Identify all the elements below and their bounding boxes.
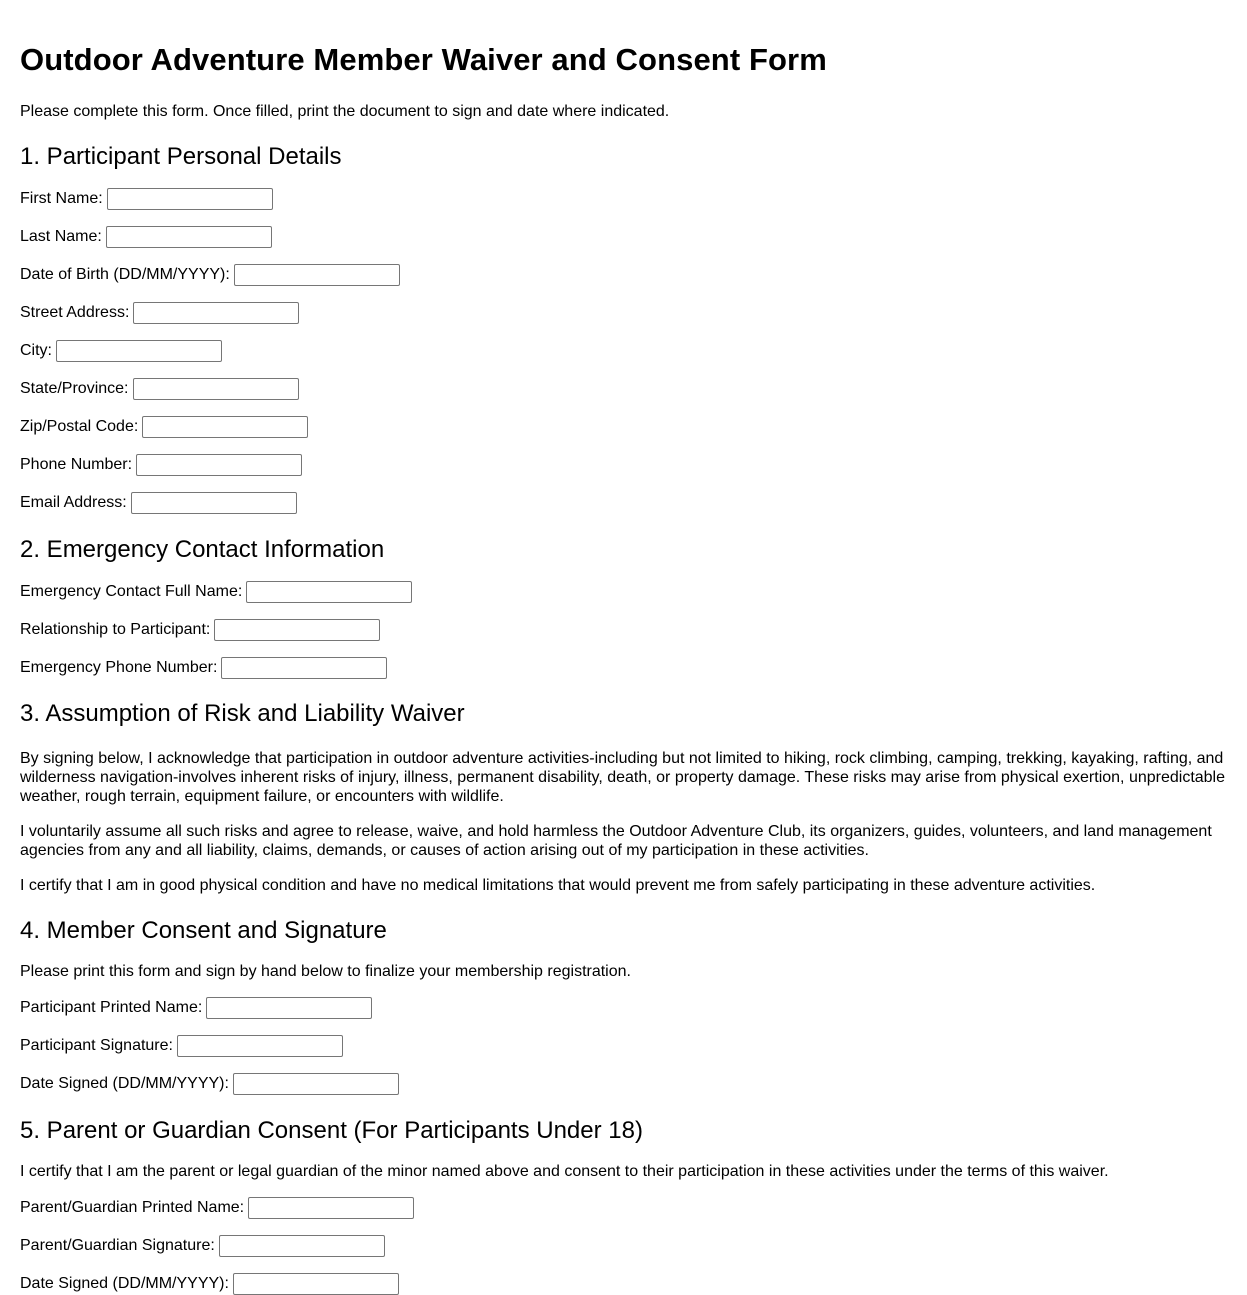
last-name-label: Last Name: <box>20 228 102 245</box>
field-row-street <box>20 302 1227 324</box>
section-heading-waiver: 3. Assumption of Risk and Liability Waiver <box>20 700 465 727</box>
field-row-emergency-name <box>20 581 1227 603</box>
emergency-contact-name-input[interactable] <box>246 581 412 603</box>
phone-number-label: Phone Number: <box>20 456 133 473</box>
field-row-phone <box>20 454 1227 476</box>
field-row-state <box>20 378 1227 400</box>
street-address-label: Street Address: <box>20 304 130 321</box>
participant-printed-name-input[interactable] <box>206 997 372 1019</box>
zip-postal-label: Zip/Postal Code: <box>20 418 139 435</box>
state-province-input[interactable] <box>133 378 299 400</box>
first-name-input[interactable] <box>107 188 273 210</box>
participant-signature-label: Participant Signature: <box>20 1037 173 1054</box>
emergency-phone-input[interactable] <box>221 657 387 679</box>
consent-intro: Please print this form and sign by hand below to finalize your membership registration. <box>20 963 631 980</box>
participant-printed-name-label: Participant Printed Name: <box>20 999 203 1016</box>
field-row-guardian-printed-name <box>20 1197 1227 1219</box>
field-row-city <box>20 340 1227 362</box>
participant-date-signed-label: Date Signed (DD/MM/YYYY): <box>20 1075 229 1092</box>
first-name-label: First Name: <box>20 190 103 207</box>
section-heading-emergency: 2. Emergency Contact Information <box>20 536 385 563</box>
field-row-relationship <box>20 619 1227 641</box>
field-row-zip <box>20 416 1227 438</box>
relationship-label: Relationship to Participant: <box>20 621 211 638</box>
field-row-guardian-date-signed <box>20 1273 1227 1295</box>
participant-date-signed-input[interactable] <box>233 1073 399 1095</box>
waiver-paragraph: I voluntarily assume all such risks and agree to release, waive, and hold harmless the Outdoor Adventure Club, its organizers, guides, volunteers, and land management agencies from any and all liability, claims, demands, or causes of action arising out of my participation in these activities. <box>20 823 1212 859</box>
field-row-guardian-signature <box>20 1235 1227 1257</box>
dob-input[interactable] <box>234 264 400 286</box>
section-heading-consent: 4. Member Consent and Signature <box>20 917 387 944</box>
section-heading-guardian: 5. Parent or Guardian Consent (For Participants Under 18) <box>20 1117 643 1144</box>
guardian-signature-label: Parent/Guardian Signature: <box>20 1237 215 1254</box>
emergency-phone-label: Emergency Phone Number: <box>20 659 218 676</box>
dob-label: Date of Birth (DD/MM/YYYY): <box>20 266 230 283</box>
participant-signature-input[interactable] <box>177 1035 343 1057</box>
waiver-paragraph: I certify that I am in good physical condition and have no medical limitations that would prevent me from safely participating in these adventure activities. <box>20 877 1096 894</box>
phone-number-input[interactable] <box>136 454 302 476</box>
waiver-paragraph: By signing below, I acknowledge that participation in outdoor adventure activities-including but not limited to hiking, rock climbing, camping, trekking, kayaking, rafting, and wilderness navigation-involves inherent risks of injury, illness, permanent disability, death, or property damage. These risks may arise from physical exertion, unpredictable weather, rough terrain, equipment failure, or encounters with wildlife. <box>20 750 1226 805</box>
guardian-printed-name-label: Parent/Guardian Printed Name: <box>20 1199 245 1216</box>
guardian-intro: I certify that I am the parent or legal guardian of the minor named above and consent to their participation in these activities under the terms of this waiver. <box>20 1163 1109 1180</box>
guardian-signature-input[interactable] <box>219 1235 385 1257</box>
field-row-last-name <box>20 226 1227 248</box>
email-address-label: Email Address: <box>20 494 127 511</box>
page-title: Outdoor Adventure Member Waiver and Consent Form <box>20 42 827 77</box>
section-heading-personal: 1. Participant Personal Details <box>20 143 342 170</box>
last-name-input[interactable] <box>106 226 272 248</box>
city-label: City: <box>20 342 52 359</box>
state-province-label: State/Province: <box>20 380 129 397</box>
email-address-input[interactable] <box>131 492 297 514</box>
guardian-date-signed-label: Date Signed (DD/MM/YYYY): <box>20 1275 229 1292</box>
city-input[interactable] <box>56 340 222 362</box>
field-row-email <box>20 492 1227 514</box>
relationship-input[interactable] <box>214 619 380 641</box>
form-intro: Please complete this form. Once filled, print the document to sign and date where indicated. <box>20 103 670 120</box>
field-row-emergency-phone <box>20 657 1227 679</box>
field-row-participant-printed-name <box>20 997 1227 1019</box>
guardian-printed-name-input[interactable] <box>248 1197 414 1219</box>
field-row-participant-date-signed <box>20 1073 1227 1095</box>
field-row-dob <box>20 264 1227 286</box>
field-row-participant-signature <box>20 1035 1227 1057</box>
field-row-first-name <box>20 188 1227 210</box>
street-address-input[interactable] <box>133 302 299 324</box>
guardian-date-signed-input[interactable] <box>233 1273 399 1295</box>
zip-postal-input[interactable] <box>142 416 308 438</box>
emergency-contact-name-label: Emergency Contact Full Name: <box>20 583 243 600</box>
